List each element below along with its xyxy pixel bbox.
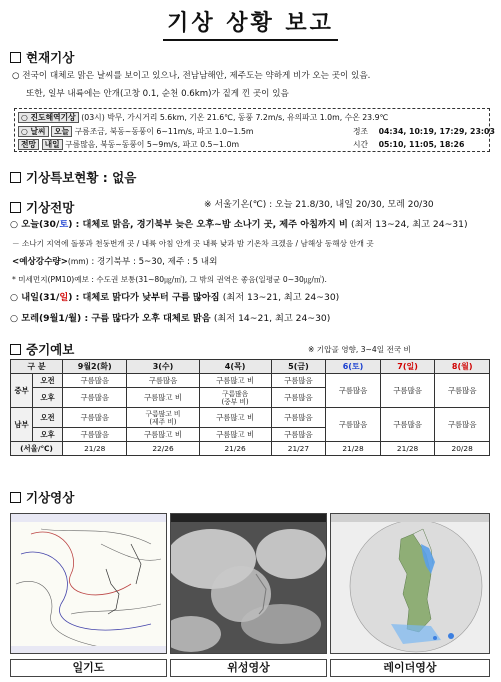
- cell: 구름많음: [271, 374, 326, 388]
- cell: 21/28: [63, 442, 127, 456]
- cell: 21/28: [326, 442, 381, 456]
- cell: 21/27: [271, 442, 326, 456]
- cell: 구름많음: [380, 408, 435, 442]
- day-header: 8(월): [435, 360, 490, 374]
- checkbox-square-icon: [10, 344, 21, 355]
- cell: 21/28: [380, 442, 435, 456]
- current-para2: 또한, 일부 내륙에는 안개(고창 0.1, 순천 0.6km)가 짙게 낀 곳이 있음: [26, 89, 289, 99]
- tide-tomorrow: 05:10, 11:05, 18:26: [378, 140, 465, 149]
- cell: 구름많고 비: [199, 374, 271, 388]
- outlook-today-row: [18, 126, 254, 137]
- radar-image: [330, 513, 490, 654]
- cell: 구름많음: [271, 428, 326, 442]
- pm-label: 오후: [33, 428, 63, 442]
- section-images-heading: 기상영상: [26, 490, 75, 505]
- section-current-heading: 현재기상: [26, 50, 75, 65]
- tide-today: 04:34, 10:19, 17:29, 23:03: [378, 127, 495, 136]
- seoul-label: (서울/℃): [11, 442, 63, 456]
- table-row: [11, 408, 490, 428]
- region-south: 남부: [11, 408, 33, 442]
- pm-label: 오후: [33, 388, 63, 408]
- section-weekly: [10, 340, 74, 358]
- cell: 구름많음: [271, 388, 326, 408]
- tide-label: 정조: [353, 127, 369, 136]
- tide-tomorrow-row: [353, 139, 464, 150]
- checkbox-square-icon: [10, 202, 21, 213]
- dayafter-prefix: ○ 모레(9월1/월) :: [10, 313, 92, 324]
- day-header: 5(금): [271, 360, 326, 374]
- cell: 구름많음: [63, 428, 127, 442]
- weekly-table: [10, 359, 490, 456]
- tide-time-label: 시간: [353, 140, 369, 149]
- rain-unit: (mm): [67, 257, 89, 266]
- weather-chart-graphic: [11, 514, 167, 654]
- today-prefix: ○ 오늘(30/: [10, 219, 60, 230]
- section-special: [10, 168, 136, 186]
- outlook-label-b: 전망: [18, 139, 39, 150]
- day-header: 4(목): [199, 360, 271, 374]
- cell: 구름많음: [63, 408, 127, 428]
- day-header: 9월2(화): [63, 360, 127, 374]
- satellite-image: [170, 513, 327, 654]
- dayafter-text: 구름 많다가 오후 대체로 맑음: [91, 313, 211, 324]
- today-note: － 소나기 지역에 돌풍과 천둥번개 곳 / 내륙 아침 안개 곳 내륙 낮과 밤 기온차 크겠음 / 남해상 동해상 안개 곳: [12, 239, 374, 248]
- satellite-graphic: [171, 514, 327, 654]
- cell: 구름많고 비: [127, 388, 199, 408]
- radar-graphic: [331, 514, 490, 654]
- cell: 구름많음: [127, 374, 199, 388]
- section-forecast-heading: 기상전망: [26, 200, 75, 215]
- cell: 구름많고 비 (제주 비): [127, 408, 199, 428]
- caption-satellite: 위성영상: [170, 659, 327, 677]
- day-header: 7(일): [380, 360, 435, 374]
- current-detail-box: [14, 108, 495, 152]
- tomorrow-line: [10, 292, 339, 304]
- outlook-tomorrow-label: 내일: [42, 139, 63, 150]
- region-center: 중부: [11, 374, 33, 408]
- outlook-tomorrow-text: 구름많음, 북동~동풍이 5~9m/s, 파고 0.5~1.0m: [65, 140, 240, 149]
- sea-label: ○ 진도해역기상: [18, 112, 79, 123]
- report-title-wrap: [0, 6, 501, 41]
- cell: 구름많음: [435, 408, 490, 442]
- rain-text: : 경기북부 : 5~30, 제주 : 5 내외: [91, 257, 218, 267]
- weekly-header-row: [11, 360, 490, 374]
- am-label: 오전: [33, 374, 63, 388]
- weather-chart-image: [10, 513, 167, 654]
- outlook-today-label: 오늘: [51, 126, 72, 137]
- current-para1: ○ 전국이 대체로 맑은 날씨를 보이고 있으나, 전남남해안, 제주도는 약하게 비가 오는 곳이 있음.: [12, 71, 371, 81]
- sea-text: (03시) 박무, 가시거리 5.6km, 기온 21.6℃, 동풍 7.2m/s, 유의파고 1.0m, 수온 23.9℃: [81, 113, 389, 122]
- dayafter-temp: (최저 14~21, 최고 24~30): [213, 313, 331, 324]
- tomorrow-prefix: ○ 내일(31/: [10, 292, 60, 303]
- cell: 구름많음 (중부 비): [199, 388, 271, 408]
- outlook-today-text: 구름조금, 북동~동풍이 6~11m/s, 파고 1.0~1.5m: [74, 127, 254, 136]
- rain-line: [12, 256, 217, 268]
- caption-radar: 레이더영상: [330, 659, 490, 677]
- cell: 구름많음: [435, 374, 490, 408]
- cell: 구름많음: [271, 408, 326, 428]
- section-forecast: [10, 198, 74, 216]
- section-special-heading: 기상특보현황 : 없음: [26, 170, 137, 185]
- tomorrow-text: ) : 대체로 맑다가 낮부터 구름 많아짐: [68, 292, 220, 303]
- tide-today-row: [353, 126, 495, 137]
- weekly-note: ※ 기압골 영향, 3~4일 전국 비: [308, 345, 411, 354]
- section-images: [10, 488, 74, 506]
- cell: 구름많음: [326, 374, 381, 408]
- dust-forecast: * 미세먼지(PM10)예보 : 수도권 보통(31~80㎍/㎥), 그 밖의 권역은 좋음(일평균 0~30㎍/㎥).: [12, 275, 327, 284]
- report-title: 기상 상황 보고: [163, 6, 338, 41]
- cell: 22/26: [127, 442, 199, 456]
- cell: 21/26: [199, 442, 271, 456]
- seoul-temp: ※ 서울기온(℃) : 오늘 21.8/30, 내일 20/30, 모레 20/30: [204, 200, 434, 210]
- dayafter-line: [10, 313, 330, 325]
- cell: 구름많고 비: [199, 408, 271, 428]
- outlook-tomorrow-row: [18, 139, 239, 150]
- cell: 구름많음: [326, 408, 381, 442]
- am-label: 오전: [33, 408, 63, 428]
- header-label: 구 분: [11, 360, 63, 374]
- cell: 구름많음: [380, 374, 435, 408]
- day-header: 3(수): [127, 360, 199, 374]
- today-line: [10, 219, 468, 231]
- sea-row: [18, 112, 388, 123]
- section-weekly-heading: 중기예보: [26, 342, 75, 357]
- cell: 구름많음: [63, 388, 127, 408]
- day-header: 6(토): [326, 360, 381, 374]
- rain-label: <예상강수량>: [12, 257, 68, 267]
- caption-weather-chart: 일기도: [10, 659, 167, 677]
- today-day: 토: [59, 219, 69, 230]
- outlook-label: ○ 날씨: [18, 126, 49, 137]
- today-text: ) : 대체로 맑음, 경기북부 늦은 오후~밤 소나기 곳, 제주 아침까지 비: [68, 219, 348, 230]
- checkbox-square-icon: [10, 492, 21, 503]
- cell: 20/28: [435, 442, 490, 456]
- checkbox-square-icon: [10, 172, 21, 183]
- tomorrow-day: 일: [59, 292, 69, 303]
- cell: 구름많음: [63, 374, 127, 388]
- checkbox-square-icon: [10, 52, 21, 63]
- section-current: [10, 48, 74, 66]
- cell: 구름많고 비: [199, 428, 271, 442]
- today-temp: (최저 13~24, 최고 24~31): [351, 219, 468, 230]
- table-row: [11, 374, 490, 388]
- cell: 구름많고 비: [127, 428, 199, 442]
- tomorrow-temp: (최저 13~21, 최고 24~30): [222, 292, 340, 303]
- table-row: [11, 442, 490, 456]
